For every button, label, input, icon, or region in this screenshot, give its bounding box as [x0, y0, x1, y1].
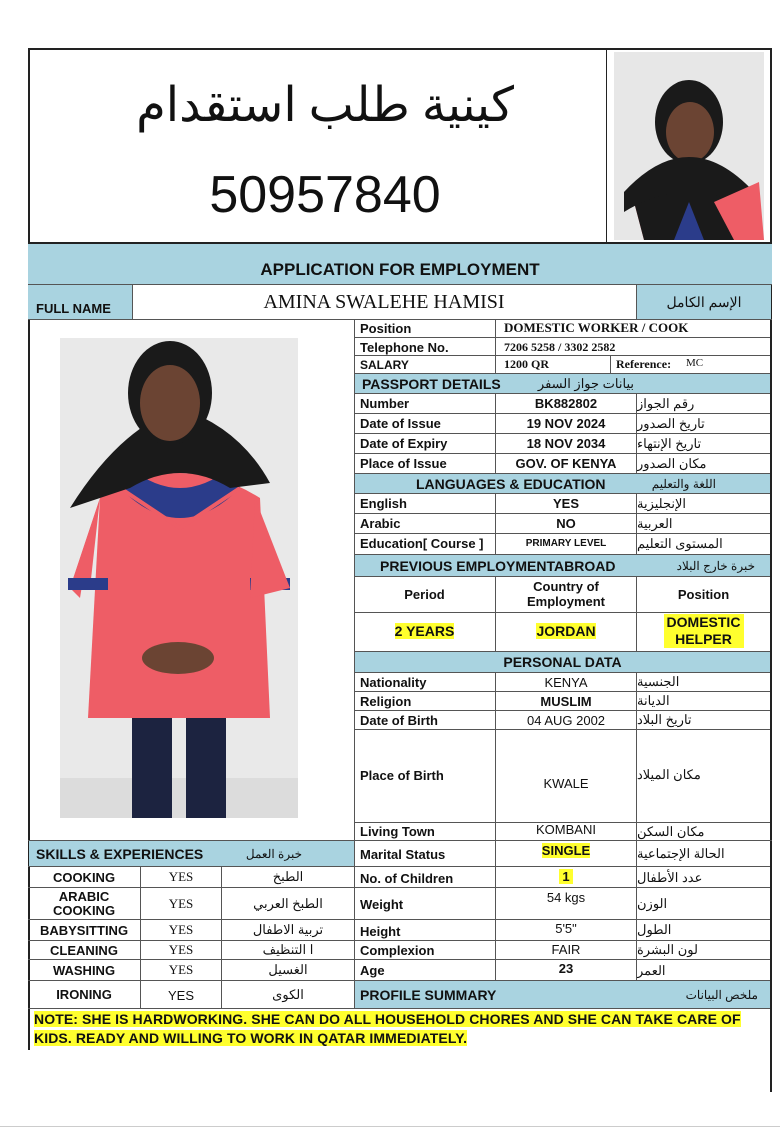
issue-date-label: Date of Issue [360, 416, 441, 431]
position-value: DOMESTIC WORKER / COOK [504, 320, 689, 335]
country-col-header: Country of Employment [526, 579, 605, 609]
nationality-ar: الجنسية [637, 674, 680, 689]
passport-header-ar: بيانات جواز السفر [537, 375, 634, 391]
prev-position-value: DOMESTIC HELPER [664, 614, 744, 648]
pob-label: Place of Birth [360, 767, 444, 783]
passport-number-value: BK882802 [534, 396, 598, 411]
weight-value: 54 kgs [546, 889, 586, 905]
marital-value: SINGLE [541, 842, 591, 858]
note-text: NOTE: SHE IS HARDWORKING. SHE CAN DO ALL HOUSEHOLD CHORES AND SHE CAN TAKE CARE OF KIDS. READY AND WILLING TO WORK IN QATAR IMMEDIATELY. [34, 1011, 741, 1046]
expiry-date-label: Date of Expiry [360, 436, 448, 451]
english-value: YES [552, 496, 579, 511]
skill-cooking-value: YES [168, 869, 194, 884]
skill-washing-value: YES [168, 962, 194, 977]
weight-ar: الوزن [637, 896, 668, 911]
reference-value: MC [686, 356, 704, 369]
place-of-issue-value: GOV. OF KENYA [515, 456, 617, 471]
education-ar: المستوى التعليم [637, 535, 723, 551]
previous-header-ar: خبرة خارج البلاد [676, 558, 755, 573]
note-text-box [34, 1010, 768, 1048]
skill-ironing-label: IRONING [56, 987, 112, 1002]
dob-ar: تاريخ البلاد [637, 712, 692, 727]
full-name-value: AMINA SWALEHE HAMISI [263, 290, 505, 313]
skills-header-ar: خبرة العمل [245, 847, 302, 861]
passport-number-label: Number [360, 396, 410, 411]
country-value: JORDAN [536, 623, 596, 639]
marital-ar: الحالة الإجتماعية [637, 846, 725, 861]
skill-washing-label: WASHING [52, 962, 116, 978]
place-of-issue-ar: مكان الصدور [637, 455, 707, 471]
english-label: English [360, 496, 407, 511]
pob-value: KWALE [543, 775, 589, 791]
living-town-ar: مكان السكن [637, 823, 705, 839]
skill-arabic-cooking-value: YES [168, 895, 194, 911]
passport-number-ar: رقم الجواز [637, 395, 695, 411]
skill-cleaning-ar: ا التنظيف [262, 942, 314, 957]
english-ar: الإنجليزية [637, 495, 687, 511]
skill-washing-ar: الغسيل [268, 962, 308, 977]
nationality-value: KENYA [544, 674, 588, 690]
skill-babysitting-value: YES [168, 922, 194, 937]
pob-ar: مكان الميلاد [637, 767, 701, 782]
height-ar: الطول [637, 922, 672, 937]
header-divider [606, 48, 607, 242]
languages-header-ar: اللغة والتعليم [651, 476, 716, 491]
skill-ironing-value: YES [167, 988, 194, 1003]
age-value: 23 [558, 961, 574, 976]
arabic-value: NO [556, 516, 576, 531]
profile-photo-full [60, 338, 298, 818]
position-label: Position [360, 320, 412, 336]
children-value: 1 [559, 869, 572, 884]
arabic-title: كينية طلب استقدام [136, 79, 514, 132]
religion-value: MUSLIM [540, 693, 592, 709]
salary-value: 1200 QR [504, 357, 549, 371]
arabic-ar: العربية [637, 515, 673, 531]
expiry-date-value: 18 NOV 2034 [526, 436, 606, 451]
hl-19 [354, 729, 770, 730]
issue-date-value: 19 NOV 2024 [526, 416, 606, 431]
children-label: No. of Children [360, 870, 454, 886]
reference-label: Reference: [616, 357, 672, 371]
passport-header: PASSPORT DETAILS [362, 375, 501, 392]
form-title: APPLICATION FOR EMPLOYMENT [260, 260, 540, 279]
issue-date-ar: تاريخ الصدور [637, 415, 705, 431]
country-value-cell [496, 613, 636, 649]
languages-header: LANGUAGES & EDUCATION [416, 475, 606, 492]
previous-header: PREVIOUS EMPLOYMENTABROAD [380, 557, 616, 574]
dob-value: 04 AUG 2002 [526, 712, 606, 728]
age-ar: العمر [637, 962, 666, 978]
living-town-value: KOMBANI [536, 822, 596, 837]
weight-label: Weight [360, 896, 404, 912]
period-value-cell [354, 613, 495, 649]
period-value: 2 YEARS [394, 623, 455, 639]
religion-ar: الديانة [637, 693, 670, 708]
dob-label: Date of Birth [360, 712, 438, 728]
skill-cooking-label: COOKING [52, 869, 116, 885]
height-value: 5'5" [555, 920, 577, 936]
age-label: Age [360, 963, 385, 978]
marital-label: Marital Status [360, 846, 446, 862]
profile-summary-ar: ملخص البيانات [685, 987, 758, 1002]
children-ar: عدد الأطفال [637, 870, 703, 885]
telephone-value: 7206 5258 / 3302 2582 [504, 339, 616, 354]
skill-cleaning-label: CLEANING [50, 942, 118, 958]
skill-cooking-ar: الطبخ [272, 869, 304, 884]
education-value: PRIMARY LEVEL [525, 538, 607, 549]
arabic-label: Arabic [360, 516, 401, 531]
row-hl-6 [28, 1008, 770, 1009]
children-value-cell [496, 866, 636, 886]
phone-number: 50957840 [209, 166, 441, 224]
page-bottom-line [0, 1126, 780, 1127]
expiry-date-ar: تاريخ الإنتهاء [637, 435, 702, 451]
complexion-label: Complexion [360, 942, 435, 958]
nationality-label: Nationality [360, 674, 427, 690]
education-label: Education[ Course ] [360, 536, 484, 551]
marital-value-cell [496, 840, 636, 860]
living-town-label: Living Town [360, 824, 435, 839]
skill-arabic-cooking-label: ARABIC COOKING [52, 888, 116, 918]
salary-label: SALARY [360, 357, 409, 372]
skill-arabic-cooking-ar: الطبخ العربي [253, 895, 323, 911]
skills-header: SKILLS & EXPERIENCES [36, 846, 204, 862]
skill-babysitting-label: BABYSITTING [39, 922, 129, 938]
position-col-header: Position [677, 586, 730, 602]
complexion-value: FAIR [551, 941, 581, 957]
position-value-cell [637, 613, 770, 649]
full-name-label-ar: الإسم الكامل [666, 293, 742, 310]
skill-babysitting-ar: تربية الاطفال [252, 922, 324, 937]
religion-label: Religion [360, 693, 412, 709]
complexion-ar: لون البشرة [637, 942, 698, 957]
place-of-issue-label: Place of Issue [360, 456, 447, 471]
full-name-label: FULL NAME [36, 300, 111, 316]
right-edge [770, 48, 772, 1092]
skill-cleaning-value: YES [168, 942, 194, 957]
profile-summary-label: PROFILE SUMMARY [360, 986, 497, 1003]
skill-ironing-ar: الكوى [272, 986, 304, 1002]
telephone-label: Telephone No. [360, 339, 449, 355]
period-col-header: Period [404, 586, 445, 602]
profile-photo-small [614, 52, 764, 240]
personal-header: PERSONAL DATA [503, 654, 622, 670]
height-label: Height [360, 923, 401, 939]
